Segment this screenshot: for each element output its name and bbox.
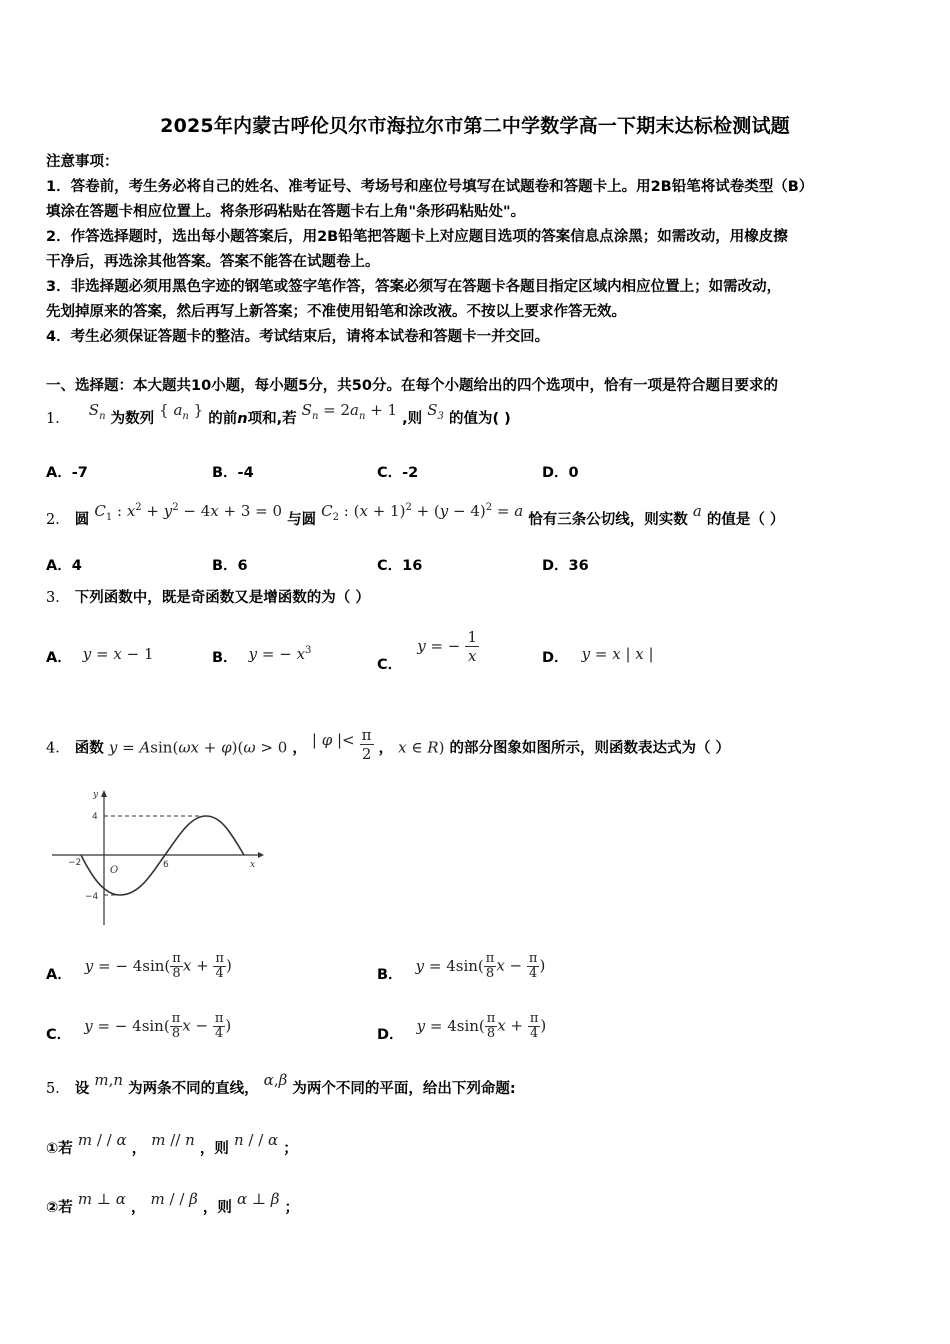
option-label: C． xyxy=(46,1026,72,1043)
question-text: 的值是（ ） xyxy=(706,512,785,528)
q3-option-b xyxy=(212,646,311,667)
math-expr: $C_2$ : $(x + 1)^2 + (y - 4)^2 = a$ xyxy=(321,502,524,523)
question-number: 5． xyxy=(46,1081,70,1097)
question-4 xyxy=(46,726,731,767)
question-text: 项和,若 xyxy=(247,411,297,427)
question-text: 的部分图象如图所示，则函数表达式为（ ） xyxy=(449,740,731,757)
math-fraction: $\frac{\pi}{4}$ xyxy=(215,951,224,981)
q3-option-a xyxy=(46,646,154,667)
math-expr: $C_1$ : $x^2 + y^2 - 4x + 3 = 0$ xyxy=(94,502,283,523)
math-fraction: $\frac{\pi}{4}$ xyxy=(214,1011,224,1041)
math-expr: y = 4sin( xyxy=(415,956,484,975)
math-expr: y = Asin(ωx + φ)(ω > 0 xyxy=(108,738,288,757)
math-expr: y = − 4sin( xyxy=(84,956,171,975)
y-axis-arrow xyxy=(101,790,107,797)
math-expr: { $a_n$ } xyxy=(159,401,204,422)
question-text: ， xyxy=(378,740,394,757)
proposition-2 xyxy=(46,1190,299,1218)
proposition-text: ①若 xyxy=(46,1141,73,1157)
math-expr: y = 4sin( xyxy=(416,1016,485,1035)
q2-option-c: C．16 xyxy=(377,558,423,574)
question-number: 4． xyxy=(46,740,70,757)
math-expr: m / / α xyxy=(77,1131,127,1149)
question-2 xyxy=(46,502,785,536)
tick-label-y-neg4: −4 xyxy=(85,892,99,902)
question-1 xyxy=(46,401,511,435)
q3-option-d xyxy=(542,646,654,667)
math-fraction: $\frac{\pi}{8}$ xyxy=(171,1011,181,1041)
option-label: A． xyxy=(46,650,72,666)
notice-line-3: 2．作答选择题时，选出每小题答案后，用2B铅笔把答题卡上对应题目选项的答案信息点涂黑；如需改动，用橡皮擦 xyxy=(46,229,788,245)
q1-option-c: C．-2 xyxy=(377,465,419,481)
math-expr: m ⊥ α xyxy=(77,1190,126,1208)
notice-line-4: 干净后，再选涂其他答案。答案不能答在试题卷上。 xyxy=(46,254,380,270)
question-text: 的前 xyxy=(208,411,238,427)
option-label: B． xyxy=(377,966,403,983)
math-expr: α ⊥ β xyxy=(236,1190,280,1208)
question-number: 3． xyxy=(46,590,70,606)
question-text: 为两条不同的直线， xyxy=(128,1081,259,1097)
math-expr: m // n xyxy=(151,1131,195,1149)
option-label: D． xyxy=(542,650,569,666)
math-fraction: $\frac{\pi}{8}$ xyxy=(172,951,181,981)
math-expr: y = − xyxy=(417,636,461,655)
question-text: 为两个不同的平面，给出下列命题: xyxy=(292,1081,516,1097)
math-fraction: $\frac{\pi}{4}$ xyxy=(528,951,538,981)
proposition-text: ，则 xyxy=(199,1141,229,1157)
y-axis-label: y xyxy=(93,790,99,800)
math-expr: m xyxy=(94,1071,109,1089)
option-label: B． xyxy=(212,650,238,666)
question-text: 的值为( ) xyxy=(448,411,511,427)
q1-option-d: D．0 xyxy=(542,465,579,481)
proposition-text: ， xyxy=(131,1141,147,1157)
option-label: C． xyxy=(377,656,403,673)
math-expr: y = x | x | xyxy=(581,645,654,663)
q4-option-d: D． y = 4sin( $\frac{\pi}{8}$ x + $\frac{\pi}{4}$ ) xyxy=(377,1011,547,1043)
math-expr: y = − 4sin( xyxy=(84,1016,170,1035)
question-text: 函数 xyxy=(74,740,104,757)
q3-option-c xyxy=(377,628,479,673)
notice-line-2: 填涂在答题卡相应位置上。将条形码粘贴在答题卡右上角"条形码粘贴处"。 xyxy=(46,204,526,220)
question-text: ,则 xyxy=(402,411,423,427)
q2-option-b: B．6 xyxy=(212,558,248,574)
question-text: 为数列 xyxy=(110,411,155,427)
math-expr: | φ |< xyxy=(311,730,355,749)
math-expr: $S_n$ xyxy=(88,401,106,422)
question-3 xyxy=(46,588,370,608)
math-fraction: $\frac{\pi}{2}$ xyxy=(361,726,372,763)
question-number: 1． xyxy=(46,411,70,427)
math-fraction: $\frac{1}{x}$ xyxy=(467,628,477,665)
tick-label-x-6: 6 xyxy=(163,860,169,870)
math-expr: y = x − 1 xyxy=(82,645,154,663)
question-text: 设 xyxy=(74,1081,90,1097)
math-fraction: $\frac{\pi}{4}$ xyxy=(529,1011,539,1041)
question-text: 恰有三条公切线，则实数 xyxy=(528,512,688,528)
page-title: 2025年内蒙古呼伦贝尔市海拉尔市第二中学数学高一下期末达标检测试题 xyxy=(160,115,790,137)
proposition-text: ； xyxy=(283,1141,298,1157)
math-expr: $S_3$ xyxy=(427,401,444,422)
math-expr: a xyxy=(692,502,702,520)
question-number: 2． xyxy=(46,512,70,528)
q2-option-a: A．4 xyxy=(46,558,82,574)
x-axis-label: x xyxy=(250,860,256,870)
q1-option-b: B．-4 xyxy=(212,465,254,481)
math-expr: $S_n = 2a_n + 1$ xyxy=(301,401,398,422)
proposition-text: ， xyxy=(130,1200,146,1216)
q1-option-a: A．-7 xyxy=(46,465,88,481)
x-axis-arrow xyxy=(258,852,264,858)
question-text: 圆 xyxy=(74,512,90,528)
tick-label-x-neg2: −2 xyxy=(68,858,82,868)
proposition-text: ； xyxy=(284,1200,299,1216)
question-text: ， xyxy=(292,740,307,757)
proposition-text: ②若 xyxy=(46,1200,73,1216)
option-label: A． xyxy=(46,966,72,983)
proposition-text: ，则 xyxy=(202,1200,232,1216)
q4-option-c: C． y = − 4sin( $\frac{\pi}{8}$ x − $\frac{\pi}{4}$ ) xyxy=(46,1011,232,1043)
origin-label: O xyxy=(110,865,119,876)
math-expr: x ∈ R) xyxy=(398,738,445,757)
question-text: 与圆 xyxy=(287,512,317,528)
question-text: 下列函数中，既是奇函数又是增函数的为（ ） xyxy=(74,590,370,606)
q4-option-a: A． y = − 4sin( $\frac{\pi}{8}$ x + $\frac{\pi}{4}$ ) xyxy=(46,951,232,983)
notice-line-7: 4．考生必须保证答题卡的整洁。考试结束后，请将本试卷和答题卡一并交回。 xyxy=(46,329,550,345)
section-heading: 一、选择题：本大题共10小题，每小题5分，共50分。在每个小题给出的四个选项中，恰有一项是符合题目要求的 xyxy=(46,378,778,394)
notice-line-1: 1．答卷前，考生务必将自己的姓名、准考证号、考场号和座位号填写在试题卷和答题卡上。用2B铅笔将试卷类型（B） xyxy=(46,179,814,195)
option-label: D． xyxy=(377,1026,404,1043)
question-5: 5． 设 m,n 为两条不同的直线， α,β 为两个不同的平面，给出下列命题: xyxy=(46,1071,516,1097)
math-expr: n / / α xyxy=(233,1131,279,1149)
notice-line-5: 3．非选择题必须用黑色字迹的钢笔或签字笔作答，答案必须写在答题卡各题目指定区域内相应位置上；如需改动， xyxy=(46,279,782,295)
proposition-1 xyxy=(46,1131,298,1159)
math-expr: m / / β xyxy=(150,1190,198,1208)
question-text: n xyxy=(237,411,248,427)
math-expr: α xyxy=(263,1071,274,1089)
math-fraction: $\frac{\pi}{8}$ xyxy=(485,951,495,981)
q2-option-d: D．36 xyxy=(542,558,589,574)
q4-option-b: B． y = 4sin( $\frac{\pi}{8}$ x − $\frac{\pi}{4}$ ) xyxy=(377,951,546,983)
math-expr: y = − $x^3$ xyxy=(248,645,312,663)
sine-graph xyxy=(48,785,268,930)
notice-heading: 注意事项： xyxy=(46,154,119,170)
tick-label-y-4: 4 xyxy=(92,812,98,822)
notice-line-6: 先划掉原来的答案，然后再写上新答案；不准使用铅笔和涂改液。不按以上要求作答无效。 xyxy=(46,304,626,320)
math-fraction: $\frac{\pi}{8}$ xyxy=(486,1011,496,1041)
